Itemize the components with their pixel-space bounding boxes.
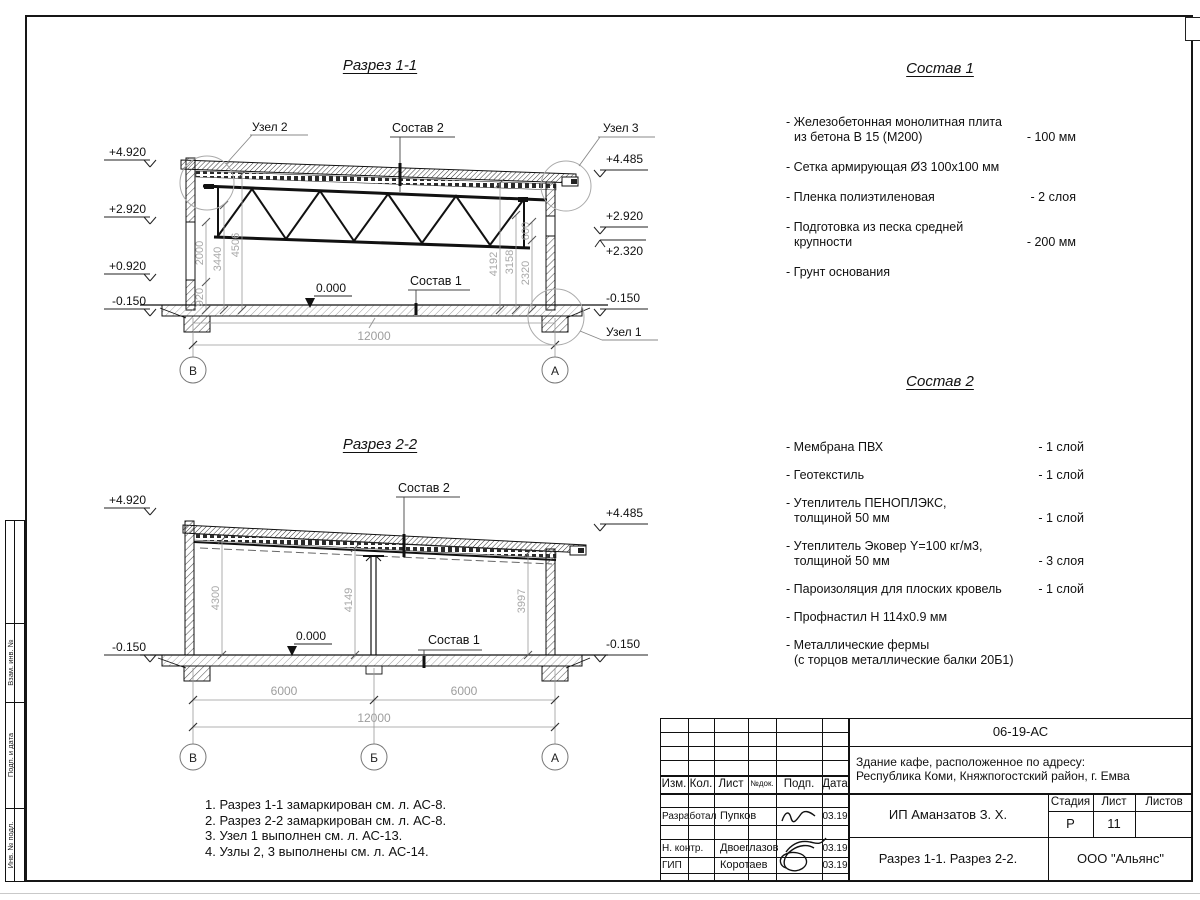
stage-label: Стадия (1050, 795, 1091, 808)
axis-letter: В (188, 751, 198, 765)
list-item: - Грунт основания (786, 265, 891, 279)
node-1-label: Узел 1 (606, 325, 642, 339)
axis-letter: А (550, 751, 560, 765)
client-name: ИП Аманзатов З. Х. (888, 806, 1008, 822)
sheet-edge (0, 893, 1200, 894)
dim-text: 600 (520, 221, 532, 241)
dim-text: 4300 (210, 585, 222, 611)
dim-text: 920 (194, 287, 206, 307)
dim-text: 4506 (230, 232, 242, 258)
dim-text: 3440 (212, 246, 224, 272)
list-item: - Мембрана ПВХ - 1 слой (786, 440, 1084, 454)
list-item: - Пленка полиэтиленовая - 2 слоя (786, 190, 1076, 204)
corner-box (1185, 17, 1200, 41)
elevation-text: -0.150 (111, 640, 146, 654)
sheet-title: Разрез 1-1. Разрез 2-2. (878, 851, 1018, 867)
elevation-text: +4.920 (108, 493, 146, 507)
zero-level-mark: 0.000 (296, 629, 327, 643)
list-item: - Сетка армирующая Ø3 100х100 мм (786, 160, 1000, 174)
dim-text: 2000 (194, 240, 206, 266)
list-item: - Профнастил Н 114х0.9 мм (786, 610, 948, 624)
list-item: - Утеплитель ПЕНОПЛЭКС, толщиной 50 мм - 1 слой (786, 496, 1084, 525)
axis-letter: Б (370, 751, 378, 765)
sostav-2-list (786, 440, 1084, 681)
elevation-text: -0.150 (606, 291, 641, 305)
sostav1-callout: Состав 1 (428, 633, 480, 647)
row-role: Н. контр. (662, 842, 704, 854)
col-header-izm: Изм. (661, 777, 687, 790)
sostav-1-title: Состав 1 (906, 60, 974, 77)
list-item: - Железобетонная монолитная плита из бетона В 15 (М200) - 100 мм (786, 115, 1076, 144)
zero-level-mark: 0.000 (316, 281, 347, 295)
sostav1-callout: Состав 1 (410, 274, 462, 288)
row-date: 03.19 (822, 842, 848, 854)
row-name: Коротаев (720, 858, 768, 871)
side-label-podp: Подп. и дата (6, 732, 15, 778)
list-item: - Подготовка из песка средней крупности - 200 мм (786, 220, 1076, 249)
dim-text: 4192 (488, 251, 500, 277)
notes-list (205, 797, 625, 859)
title-block-grid (660, 718, 1193, 882)
note-line: 2. Разрез 2-2 замаркирован см. л. АС-8. (205, 812, 447, 828)
list-item: - Пароизоляция для плоских кровель - 1 слой (786, 582, 1084, 596)
row-date: 03.19 (822, 859, 848, 871)
sostav2-callout: Состав 2 (398, 481, 450, 495)
col-header-list: Лист (718, 777, 744, 790)
row-role: ГИП (662, 859, 682, 871)
axis-letter: А (550, 364, 560, 378)
col-header-podp: Подп. (783, 777, 815, 790)
section-2-2-title: Разрез 2-2 (342, 436, 418, 453)
dim-text: 6000 (450, 684, 478, 698)
elevation-text: -0.150 (111, 294, 146, 308)
col-header-kol: Кол. (689, 777, 713, 790)
project-description: Здание кафе, расположенное по адресу: Республика Коми, Княжпогостский район, г. Емва (856, 755, 1130, 783)
elevation-text: +4.485 (606, 152, 644, 166)
note-line: 4. Узлы 2, 3 выполнены см. л. АС-14. (205, 843, 429, 859)
note-line: 3. Узел 1 выполнен см. л. АС-13. (205, 828, 403, 843)
row-date: 03.19 (822, 810, 848, 822)
side-label-inv: Инв. № подл. (6, 821, 15, 869)
note-line: 1. Разрез 1-1 замаркирован см. л. АС-8. (205, 797, 447, 812)
stage-value: Р (1066, 815, 1075, 831)
list-item: - Металлические фермы (с торцов металлические балки 20Б1) (786, 638, 1014, 667)
sostav-2-title: Состав 2 (906, 373, 974, 390)
elevation-text: +2.920 (108, 202, 146, 216)
sostav-1-list (786, 115, 1076, 295)
dim-text: 4149 (343, 587, 355, 613)
node-3-label: Узел 3 (603, 121, 639, 135)
col-header-ndoc: №док. (750, 778, 774, 788)
dim-text: 3158 (504, 249, 516, 275)
row-name: Двоеглазов (720, 841, 779, 854)
document-code: 06-19-АС (992, 723, 1049, 739)
dim-text: 3997 (516, 588, 528, 614)
col-header-data: Дата (822, 777, 848, 790)
list-item: - Утеплитель Эковер Y=100 кг/м3, толщиной 50 мм - 3 слоя (786, 539, 1084, 568)
section-1-1-title: Разрез 1-1 (342, 57, 418, 74)
elevation-text: +4.920 (108, 145, 146, 159)
side-label-vzam: Взам. инв. № (6, 639, 15, 686)
row-role: Разработал (662, 810, 717, 822)
company-name: ООО "Альянс" (1077, 851, 1164, 867)
row-name: Пупков (720, 809, 757, 822)
elevation-text: +4.485 (606, 506, 644, 520)
elevation-text: +2.320 (606, 244, 644, 258)
sheets-label: Листов (1145, 795, 1183, 808)
sheet-label: Лист (1101, 795, 1127, 808)
dim-text: 12000 (357, 711, 391, 725)
elevation-text: -0.150 (606, 637, 641, 651)
axis-letter: В (188, 364, 198, 378)
elevation-text: +2.920 (606, 209, 644, 223)
sostav2-callout: Состав 2 (392, 121, 444, 135)
dim-text: 2320 (520, 260, 532, 286)
list-item: - Геотекстиль - 1 слой (786, 468, 1084, 482)
elevation-text: +0.920 (108, 259, 146, 273)
dim-text: 6000 (270, 684, 298, 698)
dim-text: 12000 (357, 329, 391, 343)
sheet-number: 11 (1107, 815, 1121, 831)
node-2-label: Узел 2 (252, 120, 288, 134)
